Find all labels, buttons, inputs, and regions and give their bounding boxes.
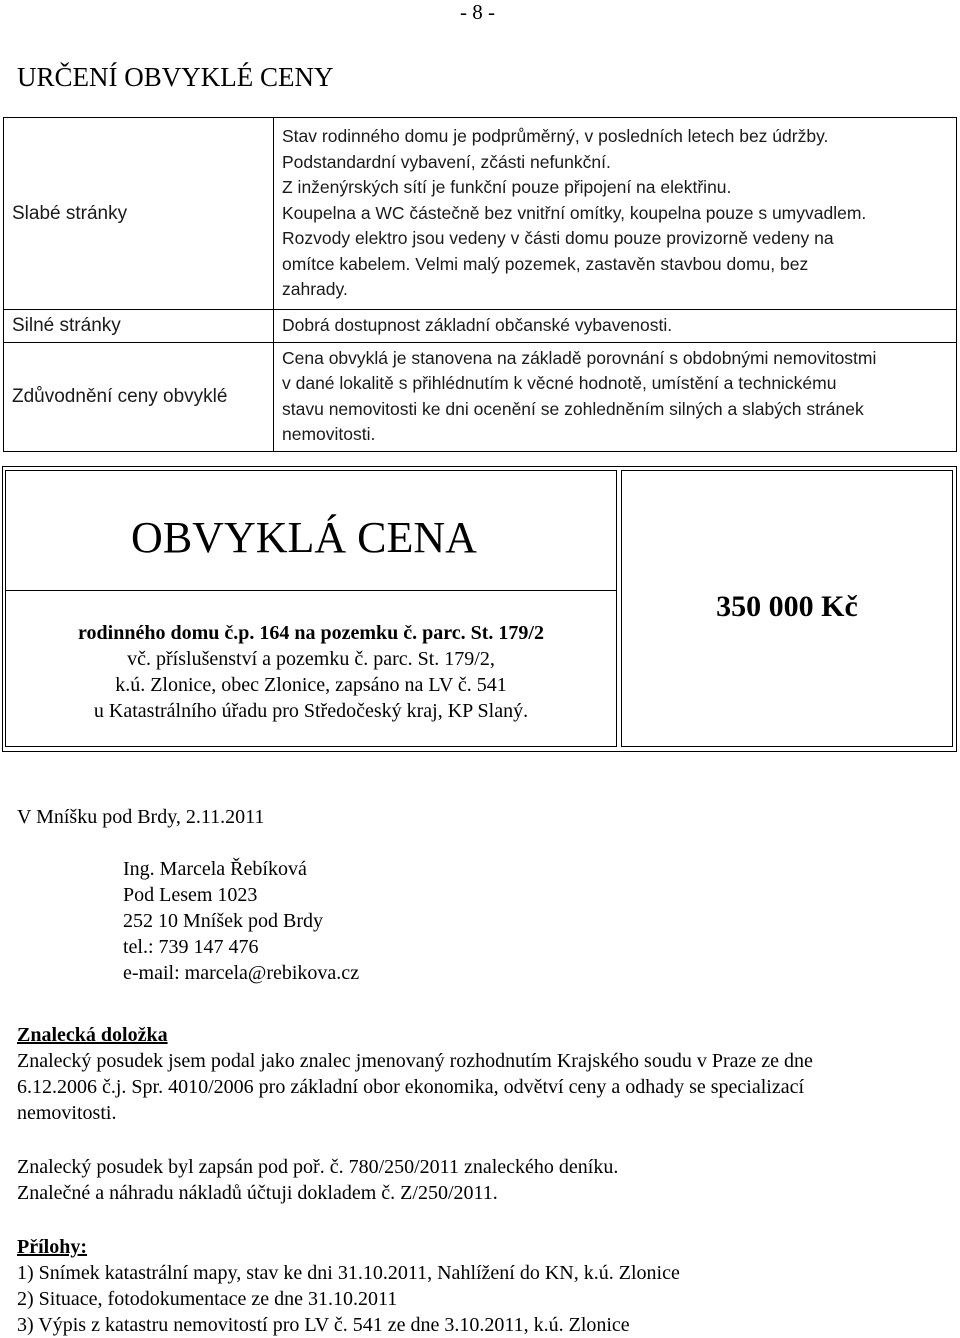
clause-line: Znalecký posudek jsem podal jako znalec jmenovaný rozhodnutím Krajského soudu v Praze ze dne	[17, 1050, 813, 1072]
price-reason-text	[274, 342, 957, 451]
reason-line: nemovitosti.	[282, 424, 376, 444]
price-subject-line: vč. příslušenství a pozemku č. parc. St. 179/2,	[127, 648, 495, 670]
weak-line: zahrady.	[282, 279, 348, 300]
author-email: e-mail: marcela@rebikova.cz	[123, 962, 360, 984]
strong-points-row	[4, 310, 957, 343]
record-line: Znalečné a náhradu nákladů účtuji dokladem č. Z/250/2011.	[17, 1182, 498, 1204]
author-city: 252 10 Mníšek pod Brdy	[123, 910, 323, 932]
clause-line: 6.12.2006 č.j. Spr. 4010/2006 pro základní obor ekonomika, odvětví ceny a odhady se specializací	[17, 1076, 805, 1098]
record-line: Znalecký posudek byl zapsán pod poř. č. 780/250/2011 znaleckého deníku.	[17, 1156, 619, 1178]
weak-line: Z inženýrských sítí je funkční pouze připojení na elektřinu.	[282, 177, 732, 198]
price-heading-text: OBVYKLÁ CENA	[131, 513, 477, 562]
reason-line: stavu nemovitosti ke dni ocenění se zohledněním silných a slabých stránek	[282, 398, 864, 419]
attachment-item: 1) Snímek katastrální mapy, stav ke dni 31.10.2011, Nahlížení do KN, k.ú. Zlonice	[17, 1262, 680, 1284]
clause-line: nemovitosti.	[17, 1102, 117, 1124]
attachment-item: 3) Výpis z katastru nemovitostí pro LV č. 541 ze dne 3.10.2011, k.ú. Zlonice	[17, 1314, 630, 1336]
reason-line: v dané lokalitě s přihlédnutím k věcné hodnotě, umístění a technickému	[282, 373, 837, 393]
price-reason-row	[4, 342, 957, 451]
price-subject-main: rodinného domu č.p. 164 na pozemku č. parc. St. 179/2	[78, 622, 544, 644]
clause-heading: Znalecká doložka	[17, 1024, 168, 1046]
weak-points-row	[4, 118, 957, 310]
author-phone: tel.: 739 147 476	[123, 936, 259, 958]
price-subject-line: k.ú. Zlonice, obec Zlonice, zapsáno na LV č. 541	[115, 674, 507, 696]
price-heading	[5, 512, 617, 563]
attachments-heading: Přílohy:	[17, 1236, 87, 1258]
weak-line: Koupelna a WC částečně bez vnitřní omítky, koupelna pouze s umyvadlem.	[282, 202, 867, 223]
weak-line: Rozvody elektro jsou vedeny v části domu pouze provizorně vedeny na	[282, 228, 834, 249]
page-title: URČENÍ OBVYKLÉ CENY	[17, 62, 334, 92]
clause-text	[17, 1048, 947, 1126]
price-divider	[5, 590, 617, 591]
page-number: - 8 -	[460, 0, 495, 24]
weak-line: Stav rodinného domu je podprůměrný, v posledních letech bez údržby.	[282, 126, 829, 147]
strong-points-text: Dobrá dostupnost základní občanské vybavenosti.	[274, 310, 957, 343]
price-reason-label: Zdůvodnění ceny obvyklé	[4, 342, 274, 451]
author-name: Ing. Marcela Řebíková	[123, 858, 307, 880]
weak-line: omítce kabelem. Velmi malý pozemek, zastavěn stavbou domu, bez	[282, 253, 809, 274]
attachments-list	[17, 1260, 947, 1338]
weak-points-text	[274, 118, 957, 310]
weak-points-label: Slabé stránky	[4, 118, 274, 310]
record-text	[17, 1154, 947, 1206]
author-block	[123, 856, 359, 986]
weak-line: Podstandardní vybavení, zčásti nefunkční.	[282, 151, 611, 172]
attachment-item: 2) Situace, fotodokumentace ze dne 31.10.2011	[17, 1288, 398, 1310]
strong-points-label: Silné stránky	[4, 310, 274, 343]
summary-table	[3, 117, 957, 452]
author-street: Pod Lesem 1023	[123, 884, 258, 906]
reason-line: Cena obvyklá je stanovena na základě porovnání s obdobnými nemovitostmi	[282, 347, 877, 368]
price-subject	[5, 620, 617, 724]
place-date: V Mníšku pod Brdy, 2.11.2011	[17, 806, 265, 828]
price-value: 350 000 Kč	[716, 590, 858, 623]
price-subject-line: u Katastrálního úřadu pro Středočeský kraj, KP Slaný.	[93, 700, 529, 722]
